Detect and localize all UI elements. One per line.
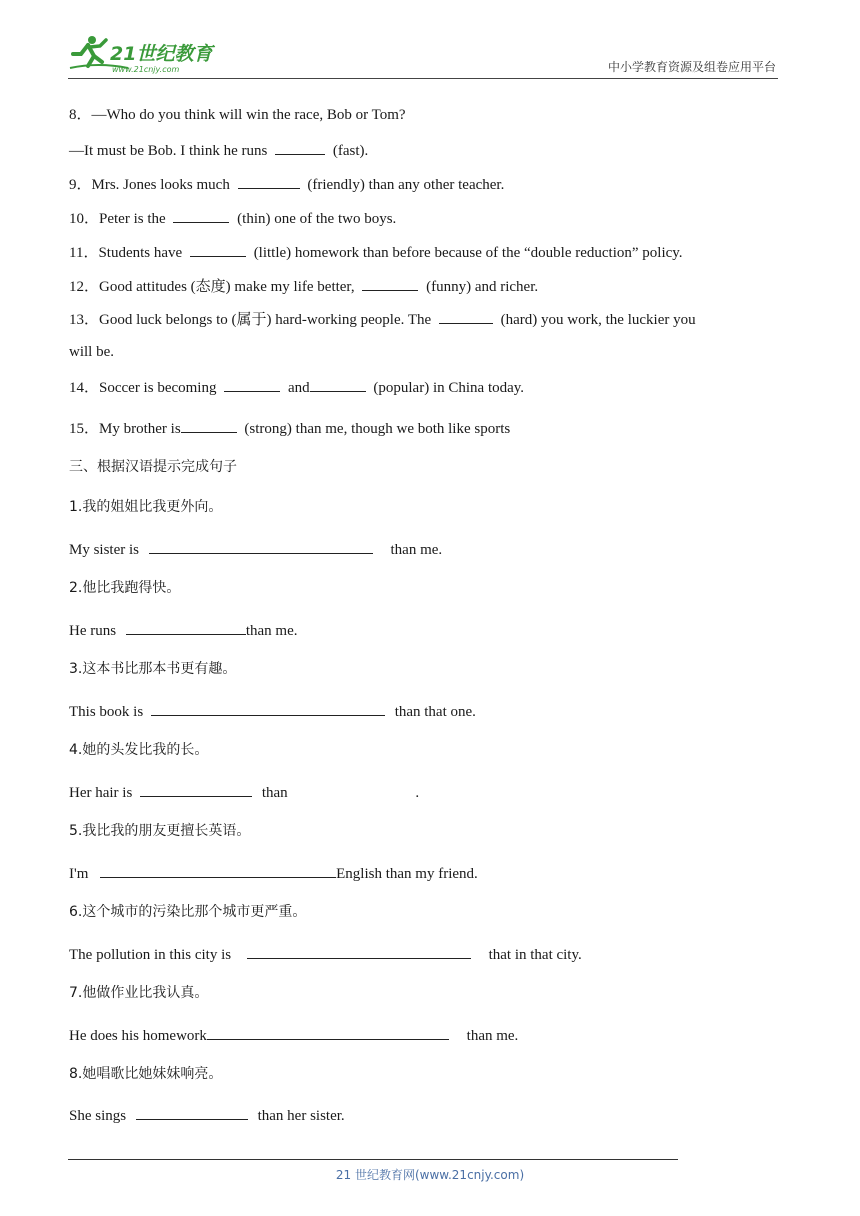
- logo: [68, 32, 238, 76]
- translation-6-en: The pollution in this city is that in that city.: [69, 944, 582, 964]
- question-13-cont: will be.: [69, 344, 114, 360]
- question-14: 14．Soccer is becoming and (popular) in China today.: [69, 377, 524, 397]
- translation-6-zh: 6.这个城市的污染比那个城市更严重。: [69, 904, 307, 920]
- answer-blank[interactable]: [173, 208, 229, 223]
- answer-blank[interactable]: [181, 418, 237, 433]
- translation-4-zh: 4.她的头发比我的长。: [69, 742, 209, 758]
- question-9: 9．Mrs. Jones looks much (friendly) than any other teacher.: [69, 174, 504, 194]
- question-10: 10．Peter is the (thin) one of the two boys.: [69, 208, 396, 228]
- answer-blank[interactable]: [207, 1025, 449, 1040]
- question-8a: 8．—Who do you think will win the race, Bob or Tom?: [69, 107, 406, 123]
- header-platform-text: 中小学教育资源及组卷应用平台: [607, 60, 776, 74]
- answer-blank[interactable]: [275, 140, 325, 155]
- answer-blank[interactable]: [100, 863, 336, 878]
- translation-1-en: My sister is than me.: [69, 539, 442, 559]
- logo-text: 21世纪教育: [110, 43, 213, 65]
- logo-runner-icon: [68, 32, 238, 76]
- translation-8-en: She sings than her sister.: [69, 1105, 345, 1125]
- answer-blank[interactable]: [140, 782, 252, 797]
- translation-3-zh: 3.这本书比那本书更有趣。: [69, 661, 237, 677]
- translation-7-en: He does his homework than me.: [69, 1025, 518, 1045]
- logo-url: www.21cnjy.com: [112, 65, 180, 74]
- answer-blank[interactable]: [224, 377, 280, 392]
- translation-3-en: This book is than that one.: [69, 701, 476, 721]
- page-header: [68, 30, 778, 79]
- answer-blank[interactable]: [238, 174, 300, 189]
- answer-blank[interactable]: [190, 242, 246, 257]
- footer-text: 21 世纪教育网(www.21cnjy.com): [335, 1168, 525, 1182]
- question-12: 12．Good attitudes (态度) make my life better, (funny) and richer.: [69, 276, 538, 296]
- translation-2-zh: 2.他比我跑得快。: [69, 580, 181, 596]
- answer-blank[interactable]: [247, 944, 471, 959]
- translation-1-zh: 1.我的姐姐比我更外向。: [69, 499, 223, 515]
- answer-blank[interactable]: [362, 276, 418, 291]
- translation-8-zh: 8.她唱歌比她妹妹响亮。: [69, 1066, 223, 1082]
- question-15: 15．My brother is (strong) than me, though we both like sports: [69, 418, 510, 438]
- answer-blank[interactable]: [136, 1105, 248, 1120]
- translation-5-zh: 5.我比我的朋友更擅长英语。: [69, 823, 251, 839]
- answer-blank[interactable]: [126, 620, 246, 635]
- answer-blank[interactable]: [149, 539, 373, 554]
- question-11: 11．Students have (little) homework than before because of the “double reduction” policy.: [69, 242, 683, 262]
- section-3-title: 三、根据汉语提示完成句子: [69, 459, 237, 475]
- question-13: 13．Good luck belongs to (属于) hard-working people. The (hard) you work, the luckier you: [69, 309, 696, 329]
- question-8b: —It must be Bob. I think he runs (fast).: [69, 140, 368, 160]
- translation-5-en: I'm English than my friend.: [69, 863, 478, 883]
- answer-blank[interactable]: [439, 309, 493, 324]
- footer-divider: [68, 1159, 678, 1160]
- translation-7-zh: 7.他做作业比我认真。: [69, 985, 209, 1001]
- translation-4-en: Her hair is than .: [69, 782, 419, 802]
- translation-2-en: He runs than me.: [69, 620, 297, 640]
- answer-blank[interactable]: [151, 701, 385, 716]
- answer-blank[interactable]: [310, 377, 366, 392]
